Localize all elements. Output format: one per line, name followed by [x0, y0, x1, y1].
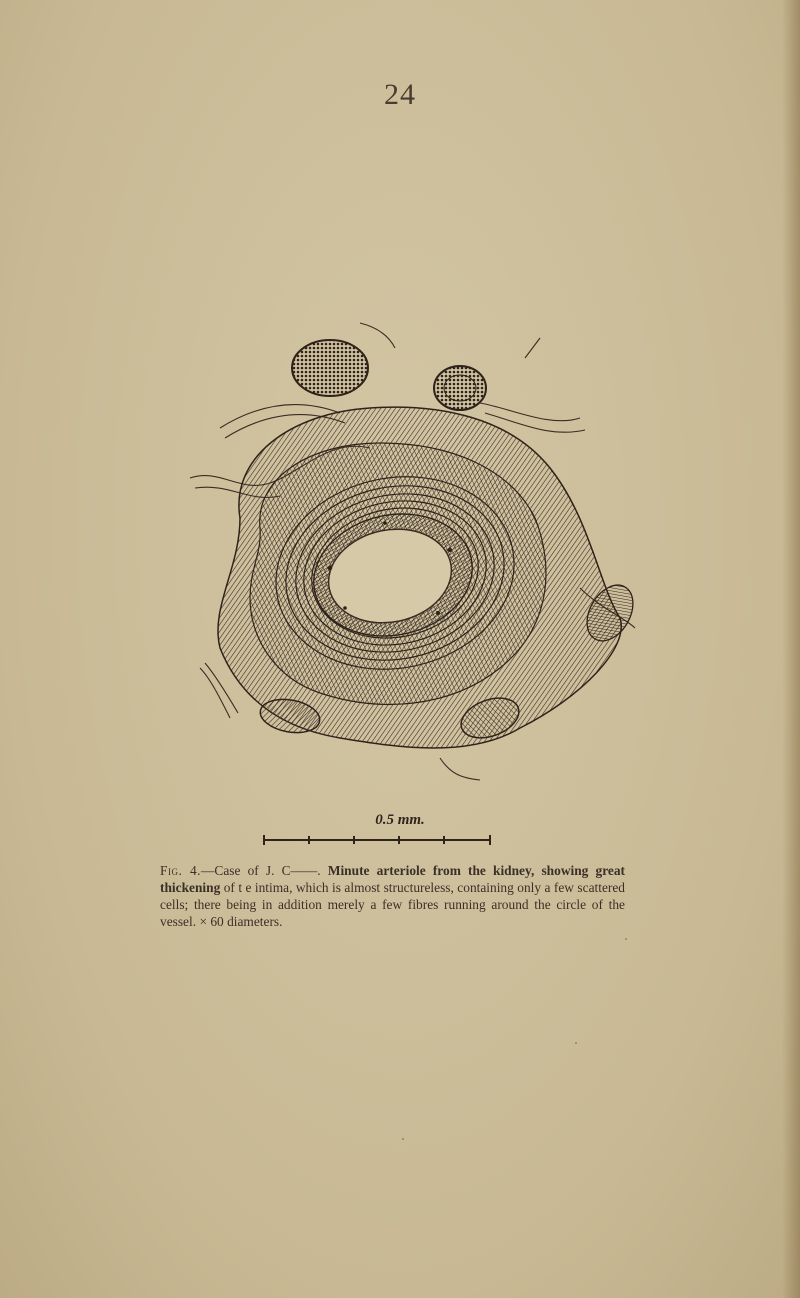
- caption-description: of t e intima, which is almost structureless, containing only a few scattered cells; there being in addition merely a few fibres running around the circle of the vessel.: [160, 880, 625, 929]
- arteriole-illustration: [180, 318, 650, 788]
- caption-description-bold: Minute arteriole from the kidney, showing great thickening: [160, 863, 625, 895]
- adjacent-vessel-top-center: [434, 366, 486, 410]
- figure-caption: [160, 862, 625, 930]
- caption-figure-label: Fig. 4.: [160, 863, 201, 878]
- scale-label: 0.5 mm.: [375, 812, 425, 828]
- caption-case: —Case of J. C——.: [201, 863, 321, 878]
- page-edge-shadow: [782, 0, 800, 1298]
- scale-bar: [262, 834, 492, 846]
- adjacent-vessel-top-left: [292, 340, 368, 396]
- page-number: 24: [384, 78, 416, 111]
- caption-magnification: × 60 diameters.: [199, 914, 283, 929]
